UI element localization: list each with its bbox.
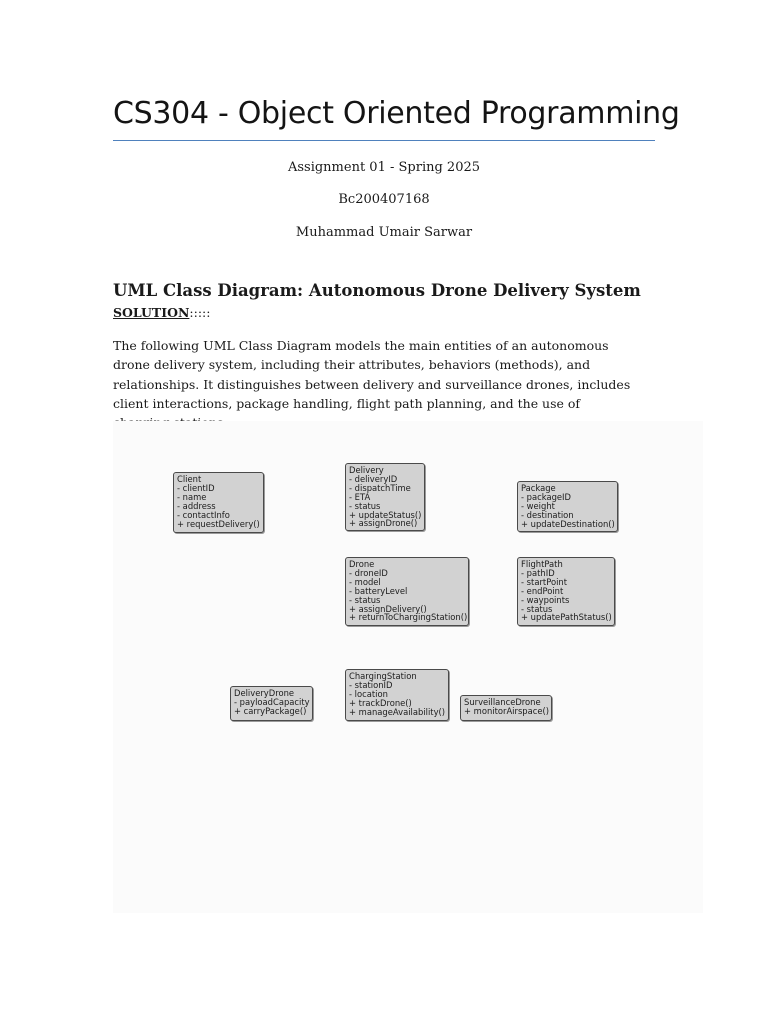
section-heading: UML Class Diagram: Autonomous Drone Delivery System [113,281,641,300]
uml-class-name: FlightPath [521,559,563,569]
uml-method: + assignDelivery() [349,603,427,614]
uml-method: + assignDrone() [349,518,418,529]
class-deliverydrone [230,686,313,721]
uml-attribute: - address [177,500,216,511]
uml-method: + updateStatus() [349,509,422,520]
uml-attribute: - weight [521,500,555,511]
uml-attribute: - payloadCapacity [234,696,310,707]
uml-attribute: - status [521,603,553,614]
student-id: Bc200407168 [338,192,430,207]
class-chargingstation [345,669,449,721]
class-delivery [345,463,425,531]
uml-method: + updateDestination() [521,518,615,529]
uml-class-name: Client [177,474,202,484]
uml-attribute: - contactInfo [177,509,230,520]
uml-attribute: - clientID [177,482,215,493]
uml-attribute: - pathID [521,567,555,578]
uml-attribute: - dispatchTime [349,482,411,493]
assignment-line: Assignment 01 - Spring 2025 [287,160,481,175]
uml-method: + manageAvailability() [349,706,446,717]
uml-class-name: Package [521,483,556,493]
uml-attribute: - model [349,576,381,587]
solution-suffix: ::::: [189,305,211,320]
uml-attribute: - batteryLevel [349,585,408,596]
class-package [517,481,618,532]
uml-class-name: Delivery [349,465,384,475]
uml-class-name: DeliveryDrone [234,688,295,698]
uml-attribute: - status [349,594,381,605]
class-drone [345,557,469,626]
title-underline [113,140,655,141]
uml-method: + monitorAirspace() [464,705,550,716]
class-surveillancedrone [460,695,552,721]
solution-word: SOLUTION [113,305,190,320]
uml-method: + returnToChargingStation() [349,612,468,623]
uml-attribute: - name [177,491,207,502]
uml-attribute: - status [349,500,381,511]
uml-attribute: - location [349,688,388,699]
student-name: Muhammad Umair Sarwar [295,225,473,240]
uml-class-name: Drone [349,559,375,569]
uml-attribute: - endPoint [521,585,564,596]
uml-class-name: ChargingStation [349,671,417,681]
uml-attribute: - ETA [349,491,371,502]
uml-attribute: - deliveryID [349,473,398,484]
class-flightpath [517,557,615,626]
document-title: CS304 - Object Oriented Programming [113,96,680,131]
uml-class-diagram [113,421,703,913]
uml-method: + requestDelivery() [177,518,260,529]
solution-label [113,305,210,320]
uml-attribute: - waypoints [521,594,570,605]
uml-attribute: - packageID [521,491,571,502]
uml-method: + carryPackage() [234,705,307,716]
uml-attribute: - destination [521,509,574,520]
uml-class-name: SurveillanceDrone [464,697,541,707]
uml-attribute: - stationID [349,679,393,690]
uml-attribute: - droneID [349,567,388,578]
intro-paragraph: The following UML Class Diagram models the main entities of an autonomous drone delivery system, including their attributes, behaviors (methods), and relationships. It distinguishes between delivery and surveillance drones, includes client interactions, package handling, flight path planning, and the use of [113,338,631,411]
uml-method: + updatePathStatus() [521,612,612,623]
class-client [173,472,264,533]
uml-method: + trackDrone() [349,697,412,708]
uml-attribute: - startPoint [521,576,567,587]
